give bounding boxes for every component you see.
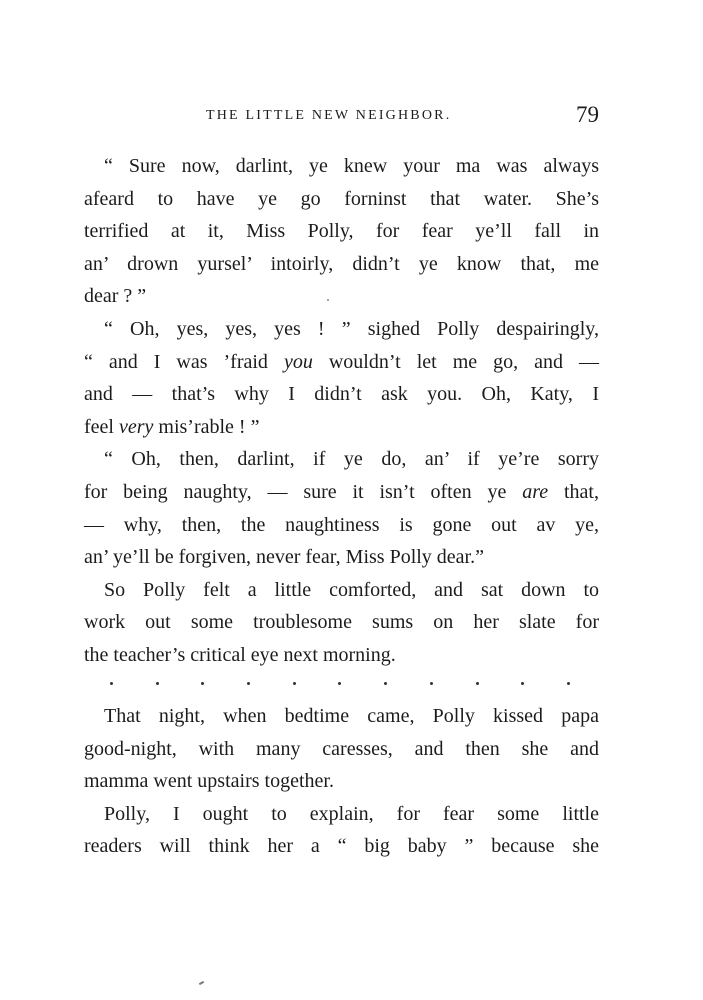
text-line: readers will think her a “ big baby ” because she (84, 835, 599, 858)
text-line (84, 346, 599, 379)
section-break-dot (201, 682, 204, 685)
text-line: So Polly felt a little comforted, and sat down to (104, 578, 599, 601)
text-line: and — that’s why I didn’t ask you. Oh, Katy, I (84, 383, 599, 406)
section-break-dot (156, 682, 159, 685)
text-segment: “ and I was ’fraid (84, 350, 284, 373)
text-segment: feel (84, 415, 119, 438)
section-break-dot (247, 682, 250, 685)
text-line: “ Oh, yes, yes, yes ! ” sighed Polly despairingly, (104, 317, 599, 340)
text-line: terrified at it, Miss Polly, for fear ye’ll fall in (84, 220, 599, 243)
ink-speck (199, 981, 204, 985)
text-line: That night, when bedtime came, Polly kissed papa (104, 705, 599, 727)
running-title: THE LITTLE NEW NEIGHBOR. (206, 108, 452, 123)
text-line: an’ ye’ll be forgiven, never fear, Miss Polly dear.” (84, 546, 484, 569)
text-line: an’ drown yursel’ intoirly, didn’t ye know that, me (84, 252, 599, 275)
section-break-dot (567, 682, 570, 685)
paragraph-4 (84, 574, 599, 672)
text-line: mamma went upstairs together. (84, 770, 334, 793)
text-line (84, 476, 599, 509)
running-head (84, 104, 599, 130)
emphasis: you (283, 350, 313, 373)
body-text-upper (84, 150, 599, 672)
text-line: dear ? ” (84, 285, 147, 308)
text-line: afeard to have ye go forninst that water. She’s (84, 187, 599, 210)
emphasis: are (522, 480, 549, 503)
body-text-lower (84, 700, 599, 863)
paragraph-2 (84, 313, 599, 443)
page-number: 79 (576, 102, 599, 127)
emphasis: very (118, 415, 154, 438)
text-line: — why, then, the naughtiness is gone out av ye, (84, 513, 599, 536)
text-line (84, 411, 599, 444)
paragraph-1 (84, 150, 599, 313)
section-break-dot (476, 682, 479, 685)
text-line: the teacher’s critical eye next morning. (84, 643, 396, 666)
text-line: Polly, I ought to explain, for fear some little (104, 802, 599, 825)
section-break-dot (338, 682, 341, 685)
paragraph-3 (84, 443, 599, 573)
section-break (110, 673, 570, 693)
section-break-dot (110, 682, 113, 685)
text-segment: wouldn’t let me go, and — (312, 350, 600, 373)
text-segment: mis’rable ! ” (153, 415, 260, 438)
section-break-dot (430, 682, 433, 685)
section-break-dot (521, 682, 524, 685)
text-line: “ Oh, then, darlint, if ye do, an’ if ye’re sorry (104, 448, 599, 471)
section-break-dot (293, 682, 296, 685)
text-line: “ Sure now, darlint, ye knew your ma was always (104, 155, 599, 177)
text-segment: that, (548, 480, 599, 503)
section-break-dot (384, 682, 387, 685)
text-segment: for being naughty, — sure it isn’t often ye (84, 480, 523, 503)
paragraph-5 (84, 700, 599, 798)
text-line: work out some troublesome sums on her slate for (84, 611, 599, 634)
text-line: good-night, with many caresses, and then she and (84, 737, 599, 760)
paragraph-6 (84, 798, 599, 863)
